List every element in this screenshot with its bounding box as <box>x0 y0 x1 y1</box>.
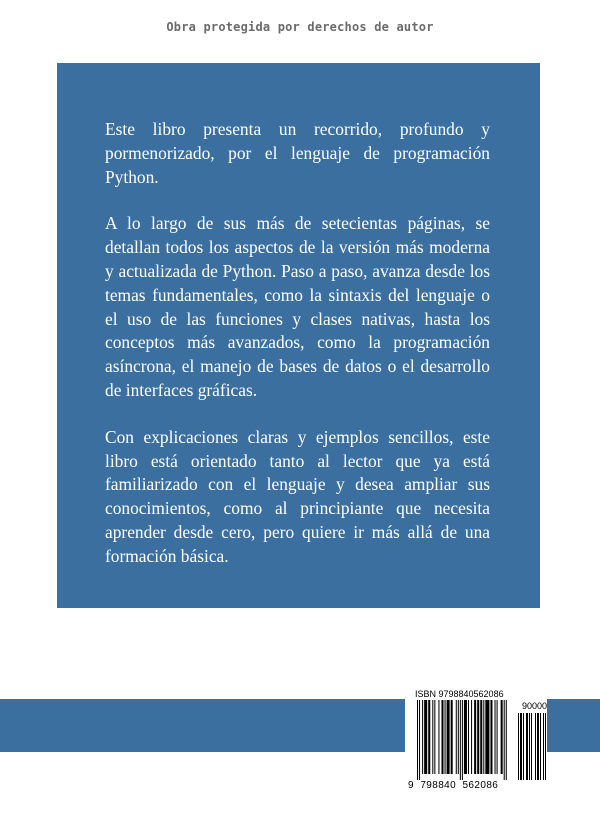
blurb-text <box>105 118 490 569</box>
barcode-bar <box>424 700 427 774</box>
isbn-barcode-box <box>405 686 547 791</box>
barcode-bar <box>485 700 489 774</box>
barcode-bar <box>523 713 524 780</box>
barcode-bar <box>447 700 450 774</box>
barcode-bar <box>460 700 461 780</box>
price-code: 90000 <box>522 701 548 711</box>
barcode-digits-left: 798840 <box>420 780 457 791</box>
barcode-bar <box>477 700 479 774</box>
ean13-barcode <box>417 700 515 780</box>
barcode-bar <box>501 700 503 774</box>
barcode-bar <box>464 700 467 774</box>
isbn-label: ISBN 9798840562086 <box>415 689 504 699</box>
barcode-bar <box>434 700 435 774</box>
price-addon-barcode <box>518 713 546 780</box>
blurb-paragraph-2: A lo largo de sus más de setecientas páginas, se detallan todos los aspectos de la versión más moderna y actualizada de Python. Paso a paso, avanza desde los temas fundamentales, como la sintaxis del lenguaje o el uso de las funciones y clases nativas, hasta los conceptos más avanzados, como la programación asíncrona, el manejo de bases de datos o el desarrollo de interfaces gráficas. <box>105 213 490 400</box>
barcode-bar <box>483 700 484 774</box>
barcode-bar <box>451 700 453 774</box>
barcode-bar <box>526 713 528 780</box>
barcode-bar <box>537 713 539 780</box>
barcode-bar <box>545 713 546 780</box>
barcode-bar <box>468 700 469 774</box>
barcode-bar <box>417 700 418 780</box>
barcode-bar <box>458 700 459 774</box>
barcode-bar <box>495 700 496 774</box>
barcode-bar <box>432 700 433 774</box>
barcode-bar <box>445 700 446 774</box>
barcode-bar <box>480 700 482 774</box>
barcode-digits-right: 562086 <box>462 780 499 791</box>
barcode-bar <box>419 700 420 780</box>
barcode-bar <box>506 700 507 780</box>
copyright-watermark-top: Obra protegida por derechos de autor <box>166 20 434 34</box>
barcode-bar <box>497 700 498 774</box>
barcode-bar <box>471 700 472 774</box>
barcode-digits <box>408 780 498 791</box>
barcode-bar <box>428 700 430 774</box>
barcode-bar <box>535 713 536 780</box>
barcode-bar <box>490 700 492 774</box>
barcode-bar <box>456 700 457 774</box>
barcode-bar <box>520 713 522 780</box>
barcode-bar <box>462 700 463 780</box>
barcode-bar <box>531 713 532 780</box>
blurb-paragraph-3: Con explicaciones claras y ejemplos sencillos, este libro está orientado tanto al lector que ya está familiarizado con el lenguaje y desea ampliar sus conocimientos, como al principiante que necesita aprender desde cero, pero quiere ir más allá de una formación básica. <box>105 426 490 566</box>
barcode-bar <box>474 700 476 774</box>
barcode-bar <box>543 713 544 780</box>
blurb-paragraph-1: Este libro presenta un recorrido, profundo y pormenorizado, por el lenguaje de programación Python. <box>105 119 490 187</box>
barcode-digit-first: 9 <box>408 780 414 791</box>
barcode-bar <box>504 700 505 780</box>
barcode-bar <box>529 713 530 780</box>
barcode-bar <box>438 700 439 774</box>
barcode-bar <box>441 700 443 774</box>
barcode-bar <box>422 700 423 774</box>
barcode-bar <box>540 713 541 780</box>
barcode-bar <box>518 713 519 780</box>
